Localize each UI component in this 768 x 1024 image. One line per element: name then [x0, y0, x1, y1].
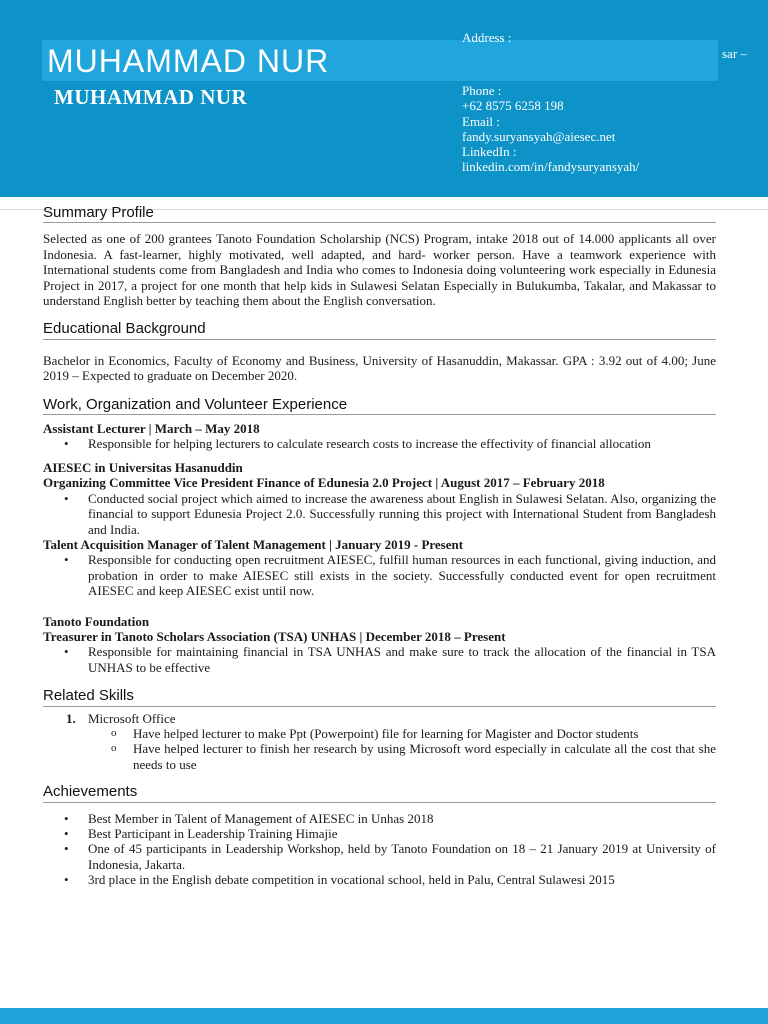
role-talent-acquisition: Talent Acquisition Manager of Talent Management | January 2019 - Present: [43, 536, 464, 552]
name-title: MUHAMMAD NUR: [47, 43, 330, 79]
role-treasurer: Treasurer in Tanoto Scholars Association (TSA) UNHAS | December 2018 – Present: [43, 628, 506, 644]
achievements-list: [43, 811, 716, 888]
contact-block: [462, 30, 762, 174]
skill-number: 1.: [66, 710, 76, 726]
role2-list: [43, 491, 716, 537]
address-tail: sar –: [722, 46, 747, 61]
list-item: • Responsible for maintaining financial in TSA UNHAS and make sure to track the allocation of the financial in TSA UNHAS to be effective: [88, 644, 716, 675]
skill-item-label: Microsoft Office: [88, 710, 176, 726]
skill-sublist: [88, 726, 716, 772]
email-value[interactable]: fandy.suryansyah@aiesec.net: [462, 128, 616, 144]
linkedin-label: LinkedIn :: [462, 144, 517, 160]
name-subtitle: MUHAMMAD NUR: [54, 85, 248, 109]
role1-list: [43, 436, 716, 451]
education-heading: Educational Background: [43, 321, 716, 339]
list-item: o Have helped lecturer to make Ppt (Powerpoint) file for learning for Magister and Doctor students: [133, 726, 716, 741]
skills-list: [43, 711, 716, 773]
email-label: Email :: [462, 113, 500, 129]
summary-heading: Summary Profile: [43, 205, 716, 223]
skills-heading: Related Skills: [43, 688, 716, 706]
list-item: • Best Participant in Leadership Training Himajie: [88, 826, 716, 841]
phone-label: Phone :: [462, 83, 502, 99]
education-text: Bachelor in Economics, Faculty of Economy and Business, University of Hasanuddin, Makassar. GPA : 3.92 out of 4.00; June 2019 – Expected to graduate on December 2020.: [43, 352, 716, 384]
list-item: • 3rd place in the English debate competition in vocational school, held in Palu, Central Sulawesi 2015: [88, 872, 716, 887]
list-item: • One of 45 participants in Leadership Workshop, held by Tanoto Foundation on 18 – 21 January 2019 at University of Indonesia, Jakarta.: [88, 841, 716, 872]
list-item: o Have helped lecturer to finish her research by using Microsoft word especially in calculate all the cost that she needs to use: [133, 741, 716, 772]
role3-list: [43, 552, 716, 598]
role4-list: [43, 644, 716, 675]
role-assistant-lecturer: Assistant Lecturer | March – May 2018: [43, 421, 260, 437]
org-aiesec: AIESEC in Universitas Hasanuddin: [43, 459, 243, 475]
list-item: [66, 710, 716, 773]
list-item: • Responsible for helping lecturers to calculate research costs to increase the effectivity of financial allocation: [88, 436, 716, 451]
list-item: • Best Member in Talent of Management of AIESEC in Unhas 2018: [88, 811, 716, 826]
list-item: • Responsible for conducting open recruitment AIESEC, fulfill human resources in each functional, giving induction, and probation in order to make AIESEC still exists in the society. Successfully conducted event for open recruitment AIESEC and keep AIESEC exist until now.: [88, 552, 716, 598]
address-label: Address :: [462, 30, 512, 45]
role-vp-finance: Organizing Committee Vice President Finance of Edunesia 2.0 Project | August 2017 – February 2018: [43, 475, 605, 491]
summary-text: Selected as one of 200 grantees Tanoto Foundation Scholarship (NCS) Program, intake 2018 out of 14.000 applicants all over Indonesia. A fast-learner, highly motivated, well adapted, and hard- worker person. Have a teamwork experience with International students come from Bangladesh and India who comes to Indonesia doing volunteering work especially in Edunesia Project in 2017, a project for one month that help kids in Sulawesi Selatan Especially in Bulukumba, Takalar, and Makassar to understand English better by teaching them about the English conversation.: [43, 231, 716, 309]
work-heading: Work, Organization and Volunteer Experience: [43, 397, 716, 415]
org-tanoto: Tanoto Foundation: [43, 613, 150, 629]
resume-body: [43, 205, 716, 888]
linkedin-value[interactable]: linkedin.com/in/fandysuryansyah/: [462, 159, 640, 175]
list-item: • Conducted social project which aimed to increase the awareness about English in Sulawesi Selatan. Also, organizing the financial to support Edunesia Project 2.0. Successfully running this project with International Student from Bangladesh and India.: [88, 491, 716, 537]
phone-value: +62 8575 6258 198: [462, 98, 564, 114]
achievements-heading: Achievements: [43, 784, 716, 802]
footer-bar: [0, 1008, 768, 1024]
